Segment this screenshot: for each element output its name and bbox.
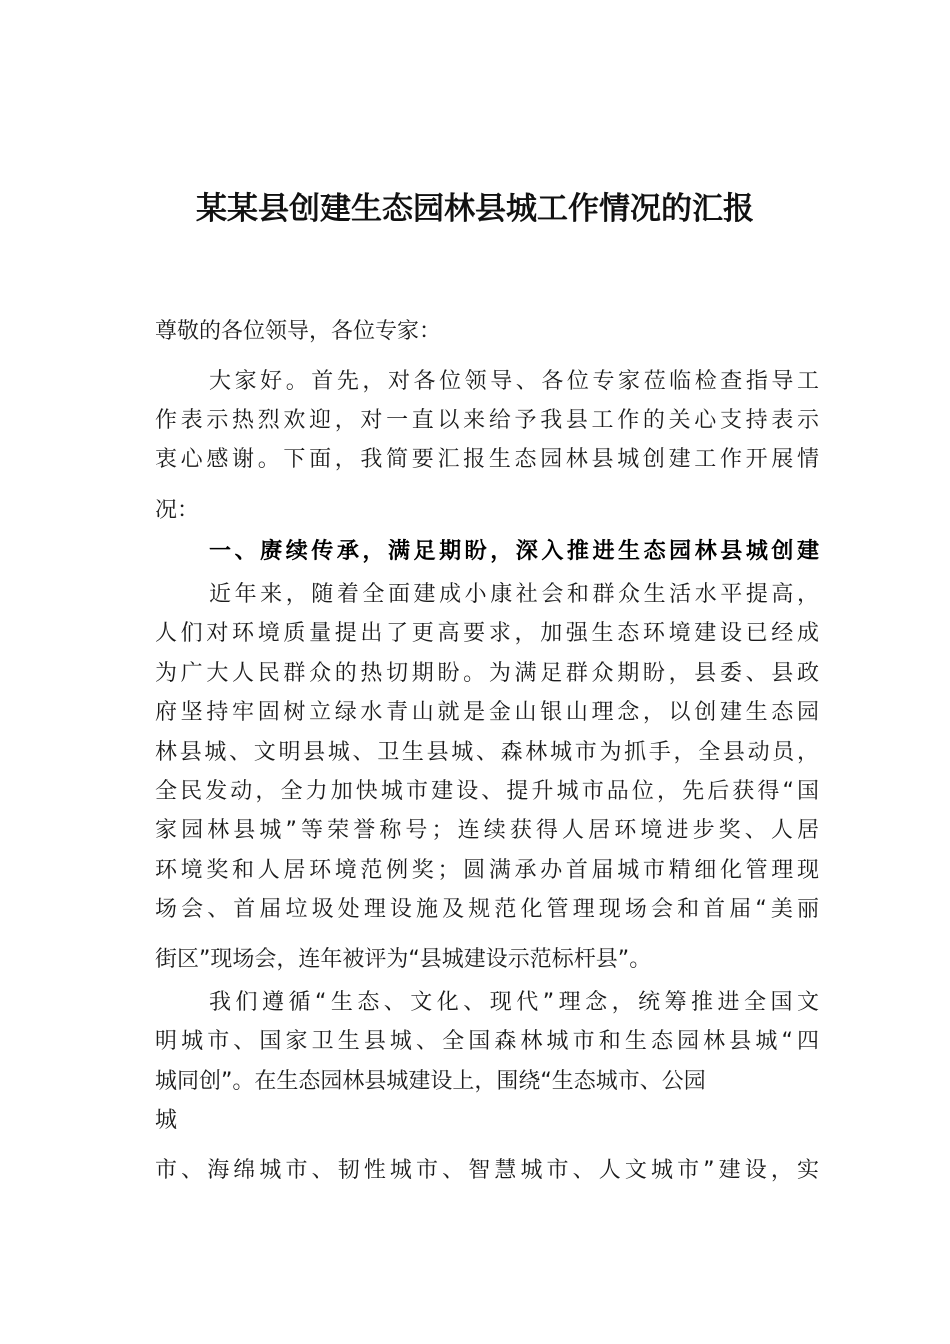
paragraph-line: 环境奖和人居环境范例奖；圆满承办首届城市精细化管理现 xyxy=(155,858,819,883)
paragraph-line: 明城市、国家卫生县城、全国森林城市和生态园林县城“四 xyxy=(155,1029,819,1054)
intro-line: 衷心感谢。下面，我简要汇报生态园林县城创建工作开展情 xyxy=(155,447,819,472)
section-heading: 一、赓续传承，满足期盼，深入推进生态园林县城创建 xyxy=(209,539,819,564)
paragraph-line: 林县城、文明县城、卫生县城、森林城市为抓手，全县动员， xyxy=(155,740,819,765)
paragraph-line: 为广大人民群众的热切期盼。为满足群众期盼，县委、县政 xyxy=(155,661,819,686)
paragraph-line: 市、海绵城市、韧性城市、智慧城市、人文城市”建设，实 xyxy=(155,1158,819,1183)
paragraph-line: 人们对环境质量提出了更高要求，加强生态环境建设已经成 xyxy=(155,621,819,646)
paragraph-line: 城同创”。在生态园林县城建设上，围绕“生态城市、公园 xyxy=(155,1069,706,1094)
intro-line: 作表示热烈欢迎，对一直以来给予我县工作的关心支持表示 xyxy=(155,408,819,433)
paragraph-line: 府坚持牢固树立绿水青山就是金山银山理念，以创建生态园 xyxy=(155,700,819,725)
paragraph-line: 我们遵循“生态、文化、现代”理念，统筹推进全国文 xyxy=(209,990,819,1015)
paragraph-line: 全民发动，全力加快城市建设、提升城市品位，先后获得“国 xyxy=(155,779,819,804)
paragraph-line: 近年来，随着全面建成小康社会和群众生活水平提高， xyxy=(209,582,819,607)
document-title: 某某县创建生态园林县城工作情况的汇报 xyxy=(196,191,754,227)
paragraph-line: 家园林县城”等荣誉称号；连续获得人居环境进步奖、人居 xyxy=(155,818,819,843)
paragraph-line: 场会、首届垃圾处理设施及规范化管理现场会和首届“美丽 xyxy=(155,897,819,922)
paragraph-line: 城 xyxy=(155,1108,178,1133)
intro-line: 况： xyxy=(155,498,200,523)
paragraph-line: 街区”现场会，连年被评为“县城建设示范标杆县”。 xyxy=(155,947,652,972)
intro-line: 大家好。首先，对各位领导、各位专家莅临检查指导工 xyxy=(209,369,819,394)
salutation: 尊敬的各位领导，各位专家： xyxy=(155,319,442,344)
